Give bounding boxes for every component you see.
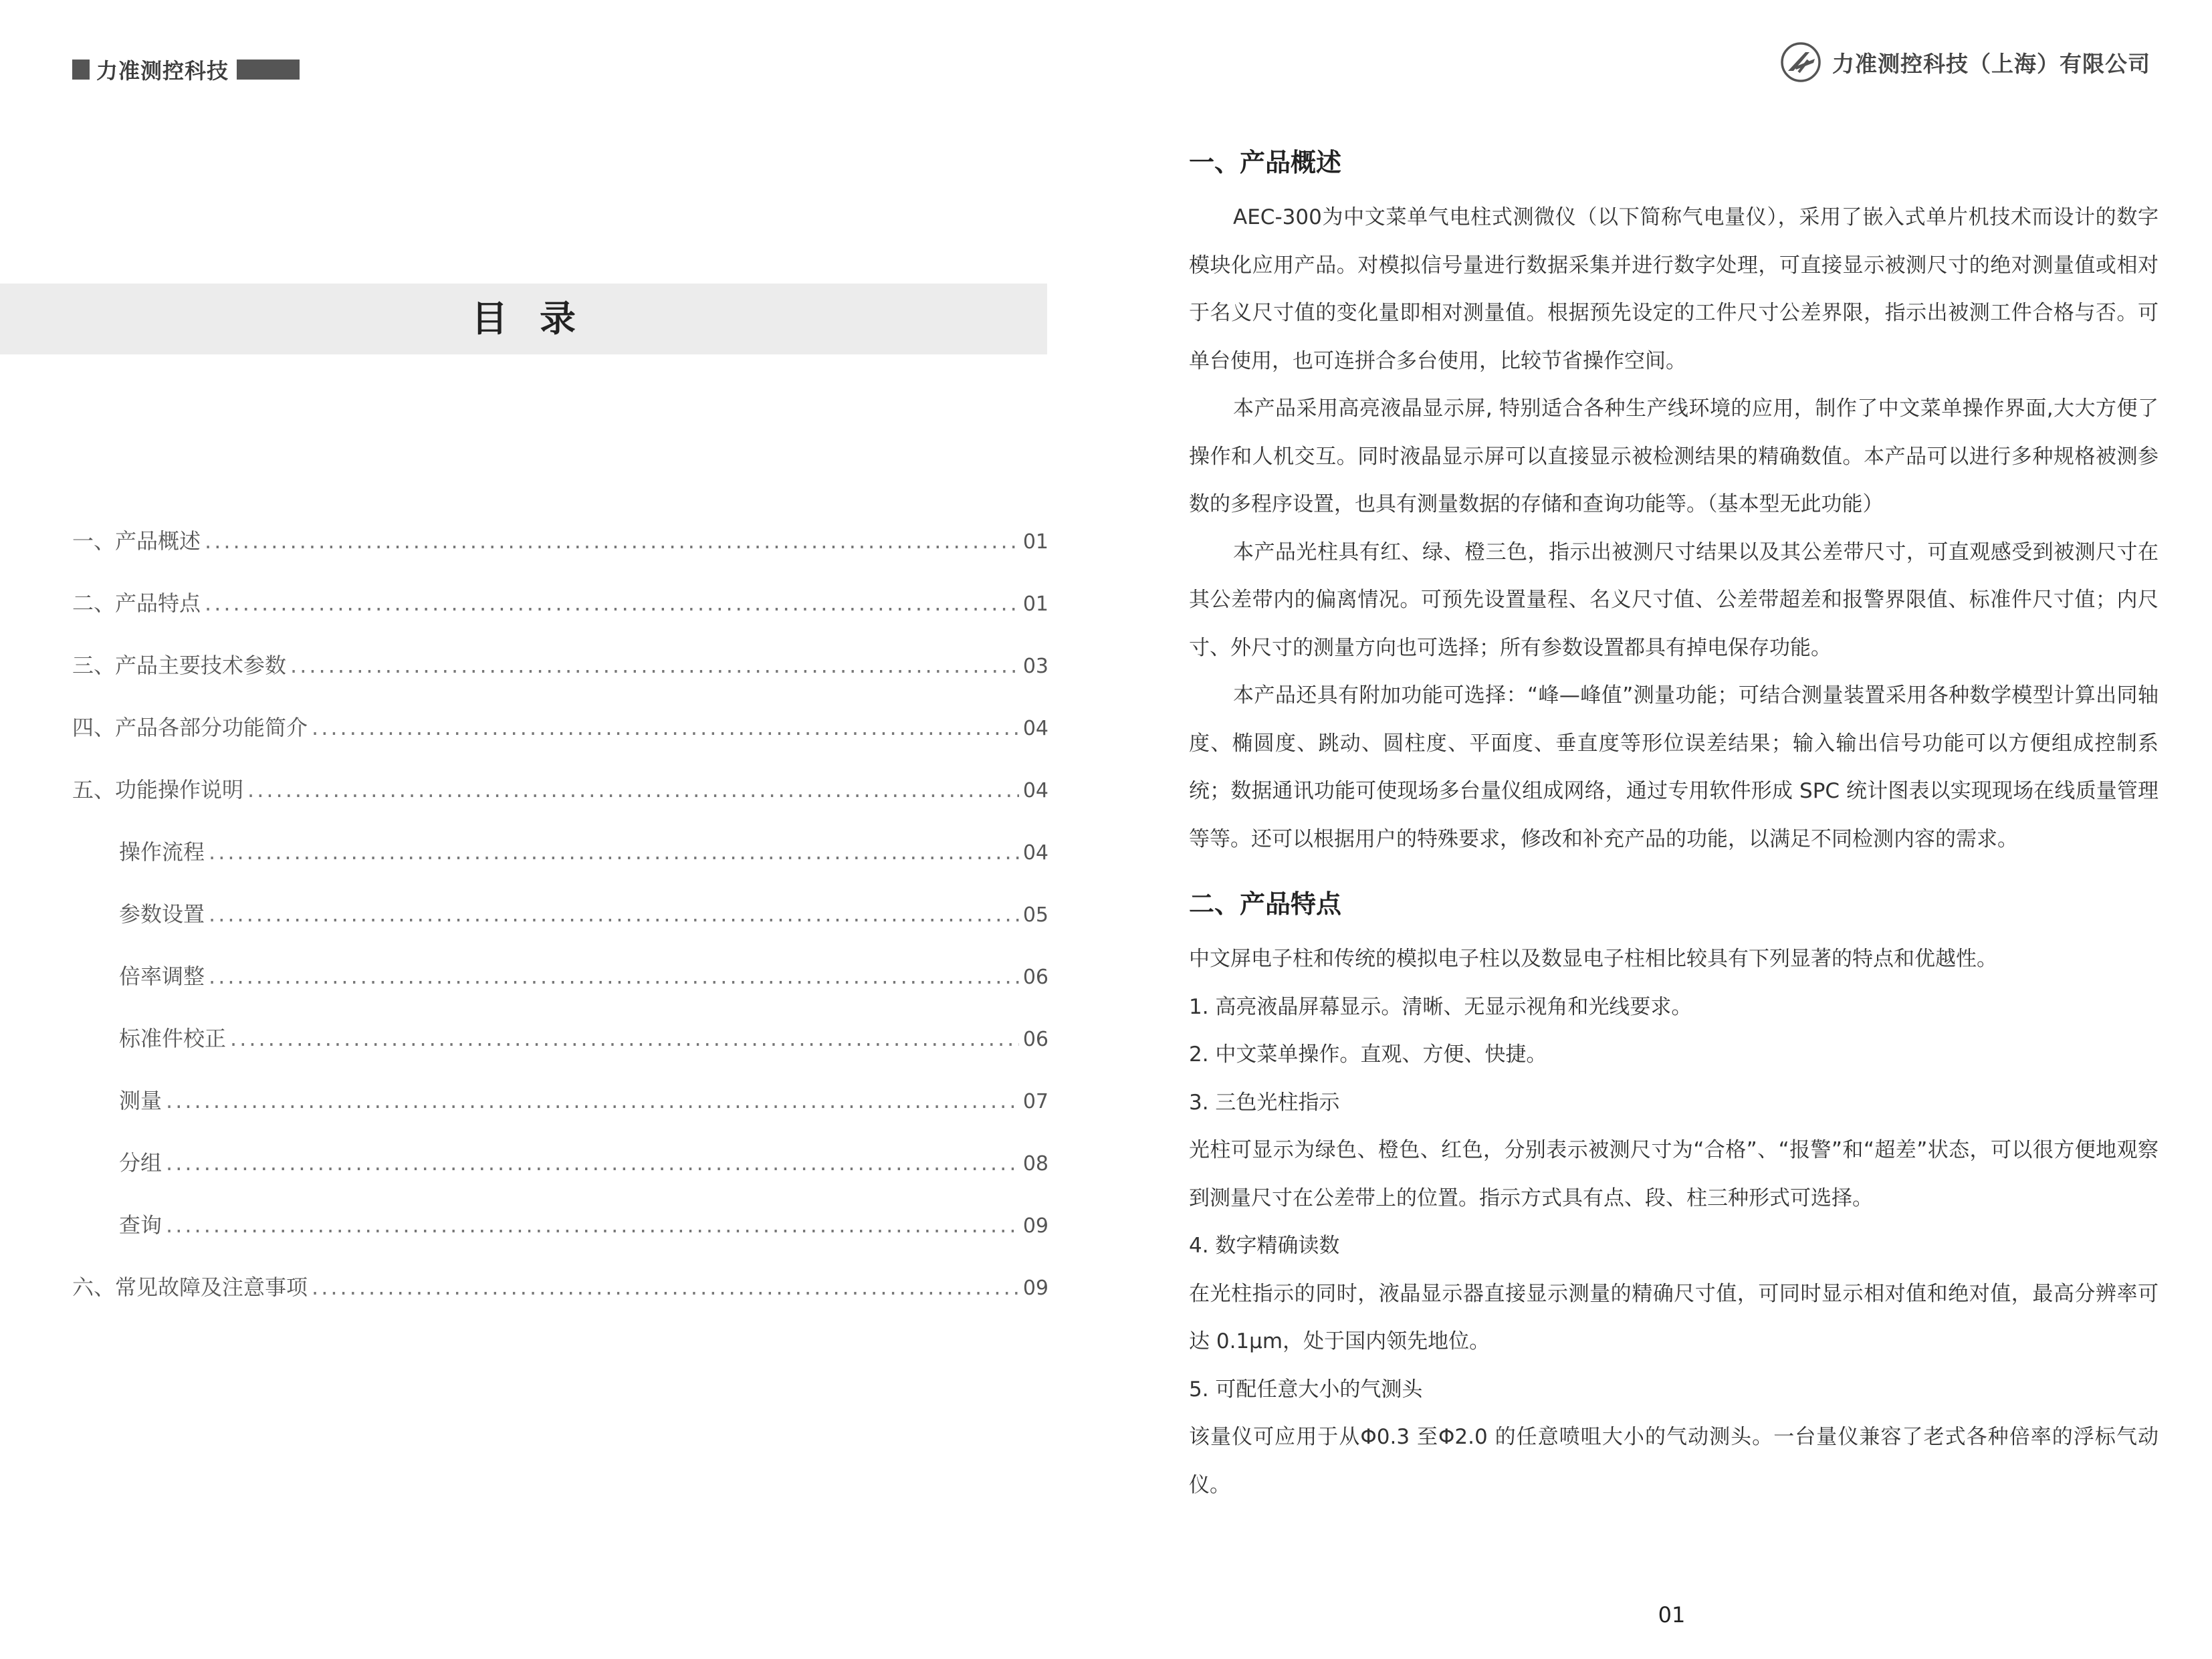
toc-item-label: 操作流程 xyxy=(119,839,205,865)
right-page-header xyxy=(1779,39,2150,86)
toc-item[interactable] xyxy=(72,897,1048,960)
section-heading-features: 二、产品特点 xyxy=(1189,889,1342,919)
toc-item-page: 03 xyxy=(1022,655,1048,678)
toc-leader-dots xyxy=(312,1275,1019,1300)
toc-item[interactable] xyxy=(72,524,1048,586)
toc-leader-dots xyxy=(312,715,1019,740)
company-name: 力准测控科技（上海）有限公司 xyxy=(1832,50,2150,77)
left-page-header xyxy=(72,53,300,86)
toc-item-page: 04 xyxy=(1022,779,1048,802)
feature-item-3: 3. 三色光柱指示 xyxy=(1189,1090,1340,1115)
toc-item-label: 五、功能操作说明 xyxy=(72,777,244,802)
feature-item-1: 1. 高亮液晶屏幕显示。清晰、无显示视角和光线要求。 xyxy=(1189,994,1692,1019)
header-square-mark xyxy=(72,60,90,80)
toc-item-page: 08 xyxy=(1022,1152,1048,1176)
feature-item-4-desc: 在光柱指示的同时，液晶显示器直接显示测量的精确尺寸值，可同时显示相对值和绝对值，最高分辨率可达 0.1μm，处于国内领先地位。 xyxy=(1189,1281,2159,1353)
toc-leader-dots xyxy=(247,777,1019,802)
company-logo-icon xyxy=(1779,40,1823,84)
toc-item-page: 05 xyxy=(1022,903,1048,927)
toc-item[interactable] xyxy=(72,1146,1048,1208)
toc-item-label: 二、产品特点 xyxy=(72,590,201,616)
feature-item-4: 4. 数字精确读数 xyxy=(1189,1234,1340,1258)
toc-title: 目录 xyxy=(471,298,608,340)
toc-item-label: 分组 xyxy=(119,1150,162,1176)
toc-item-page: 06 xyxy=(1022,966,1048,989)
toc-item-label: 四、产品各部分功能简介 xyxy=(72,715,308,740)
toc-item[interactable] xyxy=(72,1084,1048,1146)
overview-paragraph-2: 本产品采用高亮液晶显示屏, 特别适合各种生产线环境的应用，制作了中文菜单操作界面,大大方便了操作和人机交互。同时液晶显示屏可以直接显示被检测结果的精确数值。本产品可以进行多种规格被测参数的多程序设置，也具有测量数据的存储和查询功能等。（基本型无此功能） xyxy=(1189,397,2159,516)
toc-item[interactable] xyxy=(72,586,1048,649)
feature-item-2: 2. 中文菜单操作。直观、方便、快捷。 xyxy=(1189,1042,1547,1067)
toc-item[interactable] xyxy=(72,835,1048,897)
table-of-contents xyxy=(72,524,1048,1333)
page-number: 01 xyxy=(1658,1602,1686,1628)
toc-leader-dots xyxy=(290,653,1019,678)
toc-item-page: 01 xyxy=(1022,530,1048,554)
overview-paragraph-3: 本产品光柱具有红、绿、橙三色，指示出被测尺寸结果以及其公差带尺寸，可直观感受到被测尺寸在其公差带内的偏离情况。可预先设置量程、名义尺寸值、公差带超差和报警界限值、标准件尺寸值；内尺寸、外尺寸的测量方向也可选择；所有参数设置都具有掉电保存功能。 xyxy=(1189,540,2159,660)
toc-item-page: 04 xyxy=(1022,717,1048,740)
feature-item-5: 5. 可配任意大小的气测头 xyxy=(1189,1377,1423,1402)
toc-item-label: 一、产品概述 xyxy=(72,528,201,554)
toc-item-label: 参数设置 xyxy=(119,901,205,927)
toc-item[interactable] xyxy=(72,773,1048,835)
toc-leader-dots xyxy=(166,1212,1019,1238)
toc-leader-dots xyxy=(209,901,1019,927)
toc-item-label: 查询 xyxy=(119,1212,162,1238)
brand-name: 力准测控科技 xyxy=(96,58,229,84)
overview-paragraph-4: 本产品还具有附加功能可选择：“峰—峰值”测量功能；可结合测量装置采用各种数学模型计算出同轴度、椭圆度、跳动、圆柱度、平面度、垂直度等形位误差结果；输入输出信号功能可以方便组成控制系统；数据通讯功能可使现场多台量仪组成网络，通过专用软件形成 SPC 统计图表以实现现场在线质量管理等等。还可以根据用户的特殊要求，修改和补充产品的功能，以满足不同检测内容的需求。 xyxy=(1189,683,2159,851)
overview-paragraph-1: AEC-300为中文菜单气电柱式测微仪（以下简称气电量仪），采用了嵌入式单片机技术而设计的数字模块化应用产品。对模拟信号量进行数据采集并进行数字处理，可直接显示被测尺寸的绝对测量值或相对于名义尺寸值的变化量即相对测量值。根据预先设定的工件尺寸公差界限，指示出被测工件合格与否。可单台使用，也可连拼合多台使用，比较节省操作空间。 xyxy=(1189,205,2159,373)
toc-item-page: 09 xyxy=(1022,1277,1048,1300)
toc-item-page: 07 xyxy=(1022,1090,1048,1113)
toc-leader-dots xyxy=(209,964,1019,989)
toc-leader-dots xyxy=(166,1088,1019,1113)
toc-leader-dots xyxy=(166,1150,1019,1176)
toc-item[interactable] xyxy=(72,1208,1048,1270)
toc-item[interactable] xyxy=(72,960,1048,1022)
toc-leader-dots xyxy=(205,528,1019,554)
feature-item-5-desc: 该量仪可应用于从Φ0.3 至Φ2.0 的任意喷咀大小的气动测头。一台量仪兼容了老式各种倍率的浮标气动仪。 xyxy=(1189,1425,2159,1497)
toc-leader-dots xyxy=(230,1026,1019,1051)
toc-item-page: 04 xyxy=(1022,841,1048,865)
toc-item-label: 三、产品主要技术参数 xyxy=(72,653,287,678)
toc-item-label: 标准件校正 xyxy=(119,1026,227,1051)
toc-leader-dots xyxy=(205,590,1019,616)
toc-item-label: 六、常见故障及注意事项 xyxy=(72,1275,308,1300)
toc-item-page: 01 xyxy=(1022,592,1048,616)
toc-item[interactable] xyxy=(72,1022,1048,1084)
main-content xyxy=(1189,138,2159,1509)
section-heading-overview: 一、产品概述 xyxy=(1189,148,1342,177)
feature-item-3-desc: 光柱可显示为绿色、橙色、红色，分别表示被测尺寸为“合格”、“报警”和“超差”状态，可以很方便地观察到测量尺寸在公差带上的位置。指示方式具有点、段、柱三种形式可选择。 xyxy=(1189,1138,2159,1210)
toc-item-page: 09 xyxy=(1022,1214,1048,1238)
toc-leader-dots xyxy=(209,839,1019,865)
toc-item[interactable] xyxy=(72,711,1048,773)
toc-item-page: 06 xyxy=(1022,1028,1048,1051)
toc-item-label: 倍率调整 xyxy=(119,964,205,989)
header-bar-mark xyxy=(237,60,300,80)
toc-item-label: 测量 xyxy=(119,1088,162,1113)
toc-item[interactable] xyxy=(72,649,1048,711)
toc-item[interactable] xyxy=(72,1270,1048,1333)
features-intro: 中文屏电子柱和传统的模拟电子柱以及数显电子柱相比较具有下列显著的特点和优越性。 xyxy=(1189,947,1997,971)
